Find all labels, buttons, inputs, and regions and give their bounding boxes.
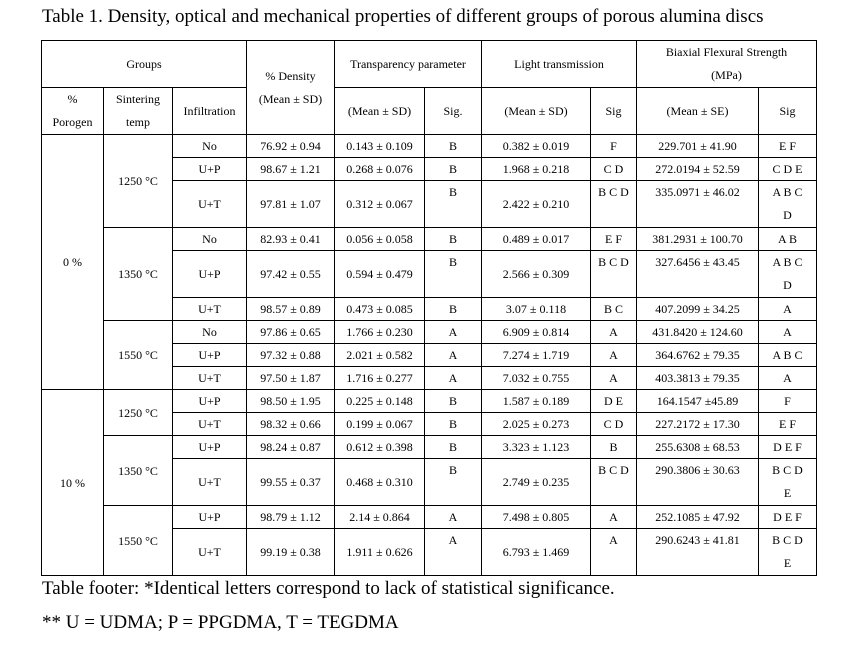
light-cell: 2.749 ± 0.235	[482, 459, 591, 506]
header-bfs	[637, 41, 817, 88]
light-sig-cell: A	[591, 321, 637, 344]
transparency-sig-cell: A	[425, 367, 482, 390]
transparency-cell: 2.021 ± 0.582	[335, 344, 425, 367]
infiltration-cell: No	[173, 228, 247, 251]
transparency-sig-cell: B	[425, 158, 482, 181]
bfs-sig-cell: C D E	[759, 158, 817, 181]
transparency-sig-cell: B	[425, 459, 482, 506]
bfs-cell: 364.6762 ± 79.35	[637, 344, 759, 367]
light-sig-cell: D E	[591, 390, 637, 413]
bfs-sig-cell: A	[759, 298, 817, 321]
bfs-sig-cell	[759, 459, 817, 506]
density-cell: 98.32 ± 0.66	[247, 413, 335, 436]
transparency-cell: 0.056 ± 0.058	[335, 228, 425, 251]
transparency-cell: 0.468 ± 0.310	[335, 459, 425, 506]
transparency-sig-cell: B	[425, 436, 482, 459]
light-cell: 0.489 ± 0.017	[482, 228, 591, 251]
light-sig-cell: C D	[591, 158, 637, 181]
infiltration-cell: U+P	[173, 251, 247, 298]
light-cell: 3.07 ± 0.118	[482, 298, 591, 321]
infiltration-cell: U+P	[173, 436, 247, 459]
transparency-sig-cell: B	[425, 390, 482, 413]
bfs-sig-line1: A B C	[772, 185, 803, 199]
transparency-sig-cell: B	[425, 413, 482, 436]
bfs-sig-cell: A B	[759, 228, 817, 251]
density-cell: 98.24 ± 0.87	[247, 436, 335, 459]
header-sinter-1: Sintering	[116, 92, 160, 106]
bfs-sig-line2: D	[783, 208, 792, 222]
light-cell: 7.274 ± 1.719	[482, 344, 591, 367]
transparency-cell: 2.14 ± 0.864	[335, 506, 425, 529]
bfs-sig-cell: A	[759, 367, 817, 390]
infiltration-cell: U+T	[173, 298, 247, 321]
table-caption: Table 1. Density, optical and mechanical properties of different groups of porous alumina discs	[42, 6, 764, 27]
light-cell: 7.498 ± 0.805	[482, 506, 591, 529]
bfs-sig-cell	[759, 251, 817, 298]
sintering-temp-cell: 1550 °C	[104, 506, 173, 576]
transparency-cell: 0.225 ± 0.148	[335, 390, 425, 413]
transparency-cell: 0.473 ± 0.085	[335, 298, 425, 321]
header-bfs-sig: Sig	[759, 88, 817, 135]
transparency-cell: 0.612 ± 0.398	[335, 436, 425, 459]
light-cell: 2.025 ± 0.273	[482, 413, 591, 436]
transparency-sig-cell: A	[425, 344, 482, 367]
bfs-sig-cell: D E F	[759, 436, 817, 459]
density-cell: 99.55 ± 0.37	[247, 459, 335, 506]
density-cell: 82.93 ± 0.41	[247, 228, 335, 251]
header-density-label: % Density	[265, 68, 316, 83]
bfs-sig-cell: A	[759, 321, 817, 344]
bfs-sig-cell	[759, 181, 817, 228]
header-light: Light transmission	[482, 41, 637, 88]
transparency-cell: 1.716 ± 0.277	[335, 367, 425, 390]
light-sig-cell: B C D	[591, 251, 637, 298]
density-cell: 97.50 ± 1.87	[247, 367, 335, 390]
transparency-cell: 0.312 ± 0.067	[335, 181, 425, 228]
bfs-sig-cell	[759, 529, 817, 576]
bfs-sig-line1: B C D	[772, 463, 803, 477]
transparency-sig-cell: A	[425, 321, 482, 344]
header-tp-mean: (Mean ± SD)	[335, 88, 425, 135]
bfs-cell: 272.0194 ± 52.59	[637, 158, 759, 181]
header-groups: Groups	[42, 41, 247, 88]
table-footer-note: Table footer: *Identical letters correspond to lack of statistical significance.	[42, 578, 615, 599]
header-infiltration: Infiltration	[173, 88, 247, 135]
transparency-cell: 1.766 ± 0.230	[335, 321, 425, 344]
infiltration-cell: U+P	[173, 158, 247, 181]
infiltration-cell: U+P	[173, 344, 247, 367]
bfs-cell: 255.6308 ± 68.53	[637, 436, 759, 459]
header-sintering	[104, 88, 173, 135]
density-cell: 98.67 ± 1.21	[247, 158, 335, 181]
bfs-cell: 229.701 ± 41.90	[637, 135, 759, 158]
transparency-sig-cell: B	[425, 135, 482, 158]
density-cell: 99.19 ± 0.38	[247, 529, 335, 576]
bfs-sig-cell: F	[759, 390, 817, 413]
light-sig-cell: F	[591, 135, 637, 158]
infiltration-cell: U+T	[173, 413, 247, 436]
light-sig-cell: C D	[591, 413, 637, 436]
light-cell: 6.793 ± 1.469	[482, 529, 591, 576]
transparency-sig-cell: B	[425, 181, 482, 228]
light-sig-cell: B C D	[591, 181, 637, 228]
bfs-cell: 290.3806 ± 30.63	[637, 459, 759, 506]
sintering-temp-cell: 1550 °C	[104, 321, 173, 390]
density-cell: 76.92 ± 0.94	[247, 135, 335, 158]
sintering-temp-cell: 1250 °C	[104, 135, 173, 228]
header-bfs-line1: Biaxial Flexural Strength	[665, 45, 788, 59]
light-sig-cell: A	[591, 344, 637, 367]
light-cell: 2.566 ± 0.309	[482, 251, 591, 298]
light-sig-cell: A	[591, 529, 637, 576]
bfs-sig-cell: E F	[759, 135, 817, 158]
infiltration-cell: U+P	[173, 506, 247, 529]
bfs-cell: 227.2172 ± 17.30	[637, 413, 759, 436]
bfs-sig-line1: B C D	[772, 533, 803, 547]
light-cell: 7.032 ± 0.755	[482, 367, 591, 390]
bfs-sig-cell: D E F	[759, 506, 817, 529]
transparency-sig-cell: B	[425, 251, 482, 298]
porogen-cell: 0 %	[42, 135, 104, 390]
header-lt-sig: Sig	[591, 88, 637, 135]
light-cell: 2.422 ± 0.210	[482, 181, 591, 228]
light-sig-cell: A	[591, 367, 637, 390]
sintering-temp-cell: 1250 °C	[104, 390, 173, 436]
bfs-cell: 164.1547 ±45.89	[637, 390, 759, 413]
bfs-cell: 290.6243 ± 41.81	[637, 529, 759, 576]
infiltration-cell: No	[173, 135, 247, 158]
infiltration-cell: No	[173, 321, 247, 344]
bfs-sig-cell: A B C	[759, 344, 817, 367]
header-transparency: Transparency parameter	[335, 41, 482, 88]
density-cell: 97.32 ± 0.88	[247, 344, 335, 367]
light-sig-cell: B	[591, 436, 637, 459]
transparency-sig-cell: B	[425, 228, 482, 251]
sintering-temp-cell: 1350 °C	[104, 228, 173, 321]
transparency-sig-cell: A	[425, 529, 482, 576]
light-cell: 3.323 ± 1.123	[482, 436, 591, 459]
header-sinter-2: temp	[126, 115, 150, 129]
infiltration-cell: U+T	[173, 367, 247, 390]
light-cell: 1.968 ± 0.218	[482, 158, 591, 181]
bfs-sig-cell: E F	[759, 413, 817, 436]
density-cell: 98.57 ± 0.89	[247, 298, 335, 321]
properties-table	[41, 40, 817, 576]
transparency-cell: 1.911 ± 0.626	[335, 529, 425, 576]
bfs-sig-line2: E	[783, 556, 792, 570]
bfs-sig-line1: A B C	[772, 255, 803, 269]
header-porogen-1: %	[67, 92, 78, 106]
header-porogen	[42, 88, 104, 135]
transparency-cell: 0.143 ± 0.109	[335, 135, 425, 158]
bfs-cell: 431.8420 ± 124.60	[637, 321, 759, 344]
header-tp-sig: Sig.	[425, 88, 482, 135]
density-cell: 98.50 ± 1.95	[247, 390, 335, 413]
bfs-sig-line2: D	[783, 278, 792, 292]
transparency-cell: 0.268 ± 0.076	[335, 158, 425, 181]
density-cell: 97.81 ± 1.07	[247, 181, 335, 228]
header-bfs-mean: (Mean ± SE)	[637, 88, 759, 135]
transparency-sig-cell: A	[425, 506, 482, 529]
density-cell: 97.86 ± 0.65	[247, 321, 335, 344]
infiltration-cell: U+T	[173, 459, 247, 506]
transparency-cell: 0.199 ± 0.067	[335, 413, 425, 436]
bfs-cell: 252.1085 ± 47.92	[637, 506, 759, 529]
bfs-cell: 403.3813 ± 79.35	[637, 367, 759, 390]
light-sig-cell: E F	[591, 228, 637, 251]
header-porogen-2: Porogen	[52, 115, 93, 129]
bfs-cell: 407.2099 ± 34.25	[637, 298, 759, 321]
transparency-cell: 0.594 ± 0.479	[335, 251, 425, 298]
density-cell: 97.42 ± 0.55	[247, 251, 335, 298]
bfs-cell: 381.2931 ± 100.70	[637, 228, 759, 251]
header-density	[247, 41, 335, 135]
bfs-sig-line2: E	[783, 486, 792, 500]
header-lt-mean: (Mean ± SD)	[482, 88, 591, 135]
header-density-stat: (Mean ± SD)	[258, 91, 323, 106]
light-cell: 0.382 ± 0.019	[482, 135, 591, 158]
bfs-cell: 335.0971 ± 46.02	[637, 181, 759, 228]
infiltration-cell: U+P	[173, 390, 247, 413]
light-sig-cell: A	[591, 506, 637, 529]
table-footer-abbreviations: ** U = UDMA; P = PPGDMA, T = TEGDMA	[42, 612, 399, 633]
light-sig-cell: B C	[591, 298, 637, 321]
sintering-temp-cell: 1350 °C	[104, 436, 173, 506]
infiltration-cell: U+T	[173, 181, 247, 228]
infiltration-cell: U+T	[173, 529, 247, 576]
light-cell: 6.909 ± 0.814	[482, 321, 591, 344]
header-bfs-line2: (MPa)	[711, 68, 742, 82]
porogen-cell: 10 %	[42, 390, 104, 576]
light-cell: 1.587 ± 0.189	[482, 390, 591, 413]
transparency-sig-cell: B	[425, 298, 482, 321]
light-sig-cell: B C D	[591, 459, 637, 506]
bfs-cell: 327.6456 ± 43.45	[637, 251, 759, 298]
density-cell: 98.79 ± 1.12	[247, 506, 335, 529]
